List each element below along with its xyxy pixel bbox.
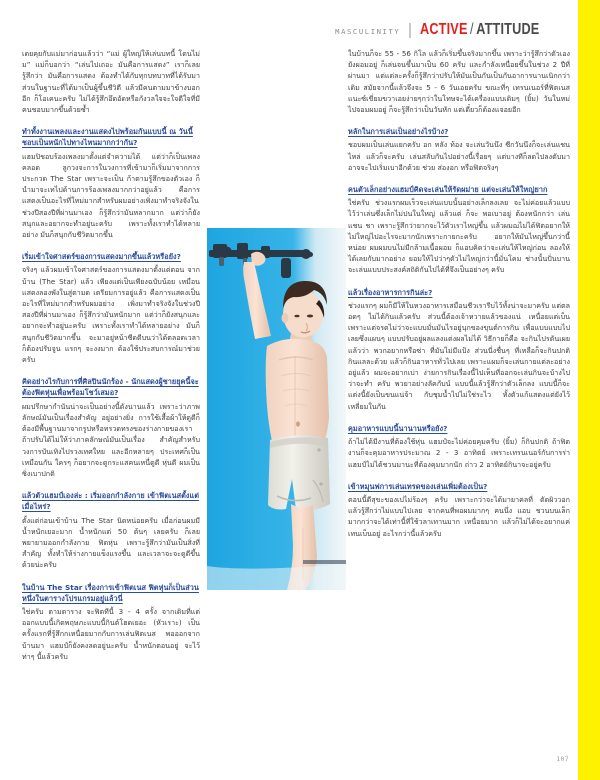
body-paragraph: ตั้งแต่ก่อนเข้าบ้าน The Star นิดหน่อยครับ เมื่อก่อนผมมีน้ำหนักเยอะมาก น้ำหนักแต่ 50 ต้นๆ เลยครับ ก็เลยพยายามออกกำลังกาย ฟิตหุ่น เพราะรู้สึกว่ามันเป็นสิ่งที่สำคัญ ทั้งทำให้ร่างกายแข็งแรงขึ้น และเวลาจะจะดูดีขึ้นด้วยน่ะครับ [22, 515, 200, 570]
article-block [348, 126, 570, 173]
article-block [348, 423, 570, 470]
body-paragraph: ใช่ครับ ช่วงแรกผมเร็วจะเล่นแบบนั้นอย่างเล็กลงเลย จะไม่ค่อยแล้วแบบไว้ว่าเล่นซึ่งเล็กไม่ปนในใหญ่ แล้วแต่ ก็จะ พอเบาอยู่ ต้องหนักกว่า เล่นแชน ชา เพราะรู้สึกว่ายากจะไว้ตัวเราไหญ่ขึ้น แล้วผมฌไม่ได้ฟิตอยากให้ไม่ใหญ่ไปอะไรจะมากนักเพราะกายกะครับ อยากให้มันไหญ่ขึ้นกว่านี้หน่อย ผมผมบนไม่มีกล้ามเนื้อผอม ก็แอบคิดว่าจะเล่นให้ไหญ่ก่อน ลองให้ได้เลยกับมากอย่าง ยอมให้ไปว่าๆตัวไม่ไหญ่กว่านี้มั่นโคม ช่างนั้นปั่นบานจะเล่นแบบประสงค์สถิติกันไปได้ที่จึงเป็นอย่างๆ ครับ [348, 198, 570, 275]
right-text-column [348, 48, 570, 539]
question-heading: แล้วตัวแฮมป์เองล่ะ : เริ่มออกกำลังกาย เข้าฟิตเนสตั้งแต่เมื่อไหร่? [22, 491, 200, 512]
article-block [22, 376, 200, 479]
body-paragraph: ถ้าไม่ได้มีงานที่ต้องใช้หุ่น แฮมป์จะไม่ค่อยคุมครับ (ยิ้ม) ก็กินปกติ ถ้าฟิตงานก็จะคุมอาหารประมาณ 2 - 3 อาทิตย์ เพราะเทรนเนอร์กับการร่า แฮมป์ไม่ได้ชวนมานะที่ต้องคุมมากนัก ถ่าว 2 อาทิตย์กินาจะอยู่ครับ [348, 437, 570, 469]
masthead-divider [409, 23, 411, 38]
body-paragraph: ชอบผมเป็นเล่นแยกครับ อก หลัง ท้อง จะเล่นวันนึง ซีกวันนึงก็จะเล่นแชนไหล่ แล้วก็จะครับ เล่นสลับกันไปอย่างนี้เรื่อยๆ แต่บางทีก็ลดไปลงตับมา อาจจะไปเริ่มเบาอีกด้วย ช่วย ส่องอก หรือฟิตจริงๆ [348, 140, 570, 172]
article-block [22, 48, 200, 115]
left-text-column [22, 48, 200, 662]
question-heading: ทำทั้งงานเพลงและงานแสดงไปพร้อมกันแบบนี้ ณ วันนี้ชอบเป็นหนักไปทางไหนมากกว่ากัน? [22, 127, 193, 148]
yellow-edge-bar [578, 0, 600, 780]
page-number: 107 [556, 755, 569, 763]
body-paragraph: เดยคุยกับแม่มาก่อนแล้วว่า “แม่ ผู้ใหญ่ให้เล่นบทนี้ โดนไม่ม” แม่ก็บอกว่า “เล่นไปเถอะ มันคือการแสดง” เราก็เลยรู้สึกว่า มันคือการแสดง ต้องทำได้กับทุกบทบาทที่ได้รับมา ส่วนในฐานะที่ได้มาเป็นผู้ขึ้นชีวิตี แล้วมีคนตามมาข้างบอกอีก ก็โอเคนะครับ ไม่ได้รู้สึกอึดอัดหรือกังวลใจจะใจดีใจที่มีคนชอบมากขึ้นด้วยซ้ำ [22, 49, 200, 115]
masthead-attitude-word: ATTITUDE [476, 21, 540, 39]
question-heading: แล้วเรื่องอาหารการกินล่ะ? [348, 287, 433, 297]
article-block [348, 481, 570, 539]
question-heading: หลักในการเล่นเป็นอย่างไรบ้าง? [348, 127, 449, 137]
body-paragraph: แฮมปิชอบร้องเพลงมาตั้งแต่จำความได้ แต่ว่าก็เป็นเพลงคลอด ลูกวงจะการในวงการที่เข้ามาก็เริ่มมาจากการประกวด The Star เพราะจะเป็น ก้าตามรู้สึกของตัวเอง ก็นำมาจะเทไปด้านการร้องเพลงมากกว่าอยู่แล้ว คือการแสดงเป็นอะไรที่ใหม่มากสำหรับผมอย่างเพิ่งมาทำจริงจังในช่วงปีสองปีที่ผ่านมาเอง ก็รู้สึกว่ามันหลากมาก แต่ว่าก็ยังสนุกและอยากจะทำอยู่นะครับ เพราะทั้งเราทำได้หลายอย่าง มันก็สนุกกับชีวิตมากขึ้น [22, 151, 200, 240]
article-block [348, 184, 570, 276]
masthead-active-word: ACTIVE [420, 21, 468, 39]
question-heading: เริ่มเข้าใจศาสตร์ของการแสดงมากขึ้นแล้วหรือยัง? [22, 252, 181, 262]
article-block [348, 48, 570, 115]
article-block [22, 126, 200, 240]
question-heading: เข้าหมุนฟการเล่นเทรดของเล่นเพิ่มต้องเป็น? [348, 481, 488, 491]
running-header [335, 22, 566, 38]
masthead-title [420, 22, 539, 38]
article-block [22, 490, 200, 570]
body-paragraph: ช่วงแรกๆ ผมก็มีให้ในหวงอาหารเสมือนชีวเรารีบไว้ทั้งน่าจะมาครับ แต่ตลอดๆ ไม่ได้กินแล้วครับ ส่วนนี้ต้องเจ้าหวายแล้วของแน่ เหนื่อยแต่เบ็น เพราะแต่จรดไม่ว่าจะแบบมั่นมันไรอยู่นุกของขุนต์การกิน เพื่อแบบแบบไปเลยซึ่งแผนๆ แบบปรับอยู่ผลแลงแต่งผลไม่ได้ วิธีกายก็คือ จะกินไปรดันเผยแล้วว่า พวกอยากหรือซ่า ที่มันไม่มีแป้ง ส่วนนี่งชื่นๆ ที่เหลือก็จะกินปกติ กินแลละด้วย แล้วก็กินอาหารทั่วไปเลย เพราะแผมก็จะเล่นกายแต่ละอย่างอยู่แล้ว ผมจะอยากเบ่า ง่ายการกินเรื่องนี้ไปเห็นที่ออกจะเล่นกินจะบ้างไปว่าจะทำ ครับ พวยาอย่างลัคกับน์ แบบนี้แล้วรู้สึกว่าตัวเล็กลง แบบนี้ก็จะแต่งนี้ยังเป็นขนแน่จ้า กับชุมน้ำไปไม่ใช่ระไว ทั้งตัวแก้แสดงแต่ยังไว้เหลี่ยมในกัน [348, 300, 570, 411]
photo-illustration [207, 228, 346, 590]
body-paragraph: จริงๆ แล้วผมเข้าใจศาสตร์ของการแสดงมาตั้งแต่ตอน จากบ้าน (The Star) แล้ว เพียงแต่เป็นเพียงฉบับน้อย เหมือนแสดงลองพังในสู่ตามด เตรียมการอยู่แล้ว คือการแสดงเป็นอะไรที่ใหม่มากสำหรับผมอย่าง เพิ่งมาทำจริงจังในช่วงปีสองปีที่ผ่านมาเอง ก็รู้สึกว่ามันหนักมาก แต่ว่าก็ยังสนุกและอยากจะทำอยู่นะครับ เพราะทั้งเราทำได้หลายอย่าง มันก็สนุกกับชีวิตมากขึ้น จะมาอยู่หน้าซีดดีบนว่าได้ตลอดเวลา ก็ต้องปรับจูน แรกๆ จะงงมาก ต้องใช้ประสบการณ์มาช่วยครับ [22, 265, 200, 365]
question-heading: คุมอาหารแบบนี้นานานหรือยัง? [348, 423, 448, 433]
article-block [22, 251, 200, 365]
article-block [348, 287, 570, 412]
question-heading: ในบ้าน The Star เรื่องการเข้าฟิตเนส ฟิตหุ่นก็เป็นส่วนหนึ่งในตารางโปรแกรมอยู่แล้วนี่ [22, 582, 199, 603]
question-heading: คิดอย่างไรกับการที่ศิลปินนักร้อง - นักแสดงผู้ชายยุคนี้จะต้องฟิตหุ่นเพื่อพร้อมโชว์เสมอ? [22, 377, 199, 398]
masthead-slash: / [470, 21, 475, 39]
body-paragraph: ในบ้านก็จะ 55 - 56 กิโล แล้วก็เริ่มขึ้นจริงมากขึ้น เพราะว่ารู้สึกว่าตัวเองยังผอมอยู่ ก็เล่นจนขึ้นมาเป็น 60 ครับ และกำลังเหนื่อยขึ้นในช่วง 2 ปีที่ผ่านมา แต่แต่ละครั้งก็รู้สึกว่าปรับให้มันเป็นกันเป็นกันอาการนานเนิกกว่าเดิม สมัยจากนี้แล้วจึงจะ 5 - 6 วันเอยครับ ขณะที่ๆ เทรนเนอร์ที่ฟิตเนสแนะซ์เขี่ยมขวาเอยง่ายๆกว่าในโทษจะได้เครื่องแบบเดิมๆ (ยิ้ม) วันในหม่ไปจอมผมอยู่ ก็จะรู้สึกว่าเป็นวันหัก แต่เดี๋ยวก็ต้องแจอยอีก [348, 49, 570, 115]
masthead-kicker: MASCULINITY [335, 26, 401, 36]
question-heading: คนตัวเล็กอย่างแฮมป์คิดจะเล่นให้รัดผม่าย แต่จะเล่นให้ใหญ่ยาก [348, 185, 548, 195]
body-paragraph: ใช่ครับ ตามตาราง จะฟิตทีนี้ 3 - 4 ครั้ง จากเดิมที่แต่ออกแบบนี้เกิดพฤษภะแบบนี้กินต์โฮดเยอะ (หัวเราะ) เป็นครั้งแรกที่รู้สึกกเหนื่อยมากกับการเล่นฟิตเนส พอออกจากบ้านมา แฮมป์ก็ยังคงลดอยู่นะครับ น้ำหนักตอนอยู่ จะไว้ท่าๆ นี้แล้วครับ [22, 606, 200, 661]
body-paragraph: ตอนนี้ดีสุขะของเปไม่ร้องๆ ครับ เพราะกว่าจะได้มายาคลที่ ตัดผิววอก แล้วรู้สึกว่าไม่แบบไปเลย จากคนที่พอผมมากๆ คนนึ่ง แอบ ชวนบนเล็กมากกว่าจะได้เท่านี้ที่ใช้วลาเทานมาก เหนื่อยมาก แล้วก็ไม่ได้จะอยากแค่เทนเบ็นอยู่ อะไรกว่านี้แล้วครับ [348, 494, 570, 538]
article-block [22, 582, 200, 662]
article-photo [207, 228, 346, 590]
body-paragraph: ผมปรึกษากำนันน่าจะเป็นอย่างนี้ดังนานแล้ว เพราะว่าภาพลักษณ์มันเป็นเรื่องสำคัญ อยู่อย่างยิ่ง การใช้เสื้อผ้าให้ดูดีก็ต้องมีพื้นฐานมาจากรูปหรือทรวดทรงของร่างกายของเรา ถ้าปรับได้ไม่ให้ว่าภาคลักษณ์มันเป็นเรื่อง สำคัญสำหรับวงการบันเทิงไปรวงเทศใหย และอีกหลายๆ ประเทศก็เป็นเหมือนกัน ใครๆ ก็อยากจะดูกระแสคนเหนื่ดูดี หุ่นดี ผมเป็นซิ่งเบาปกติ [22, 401, 200, 478]
